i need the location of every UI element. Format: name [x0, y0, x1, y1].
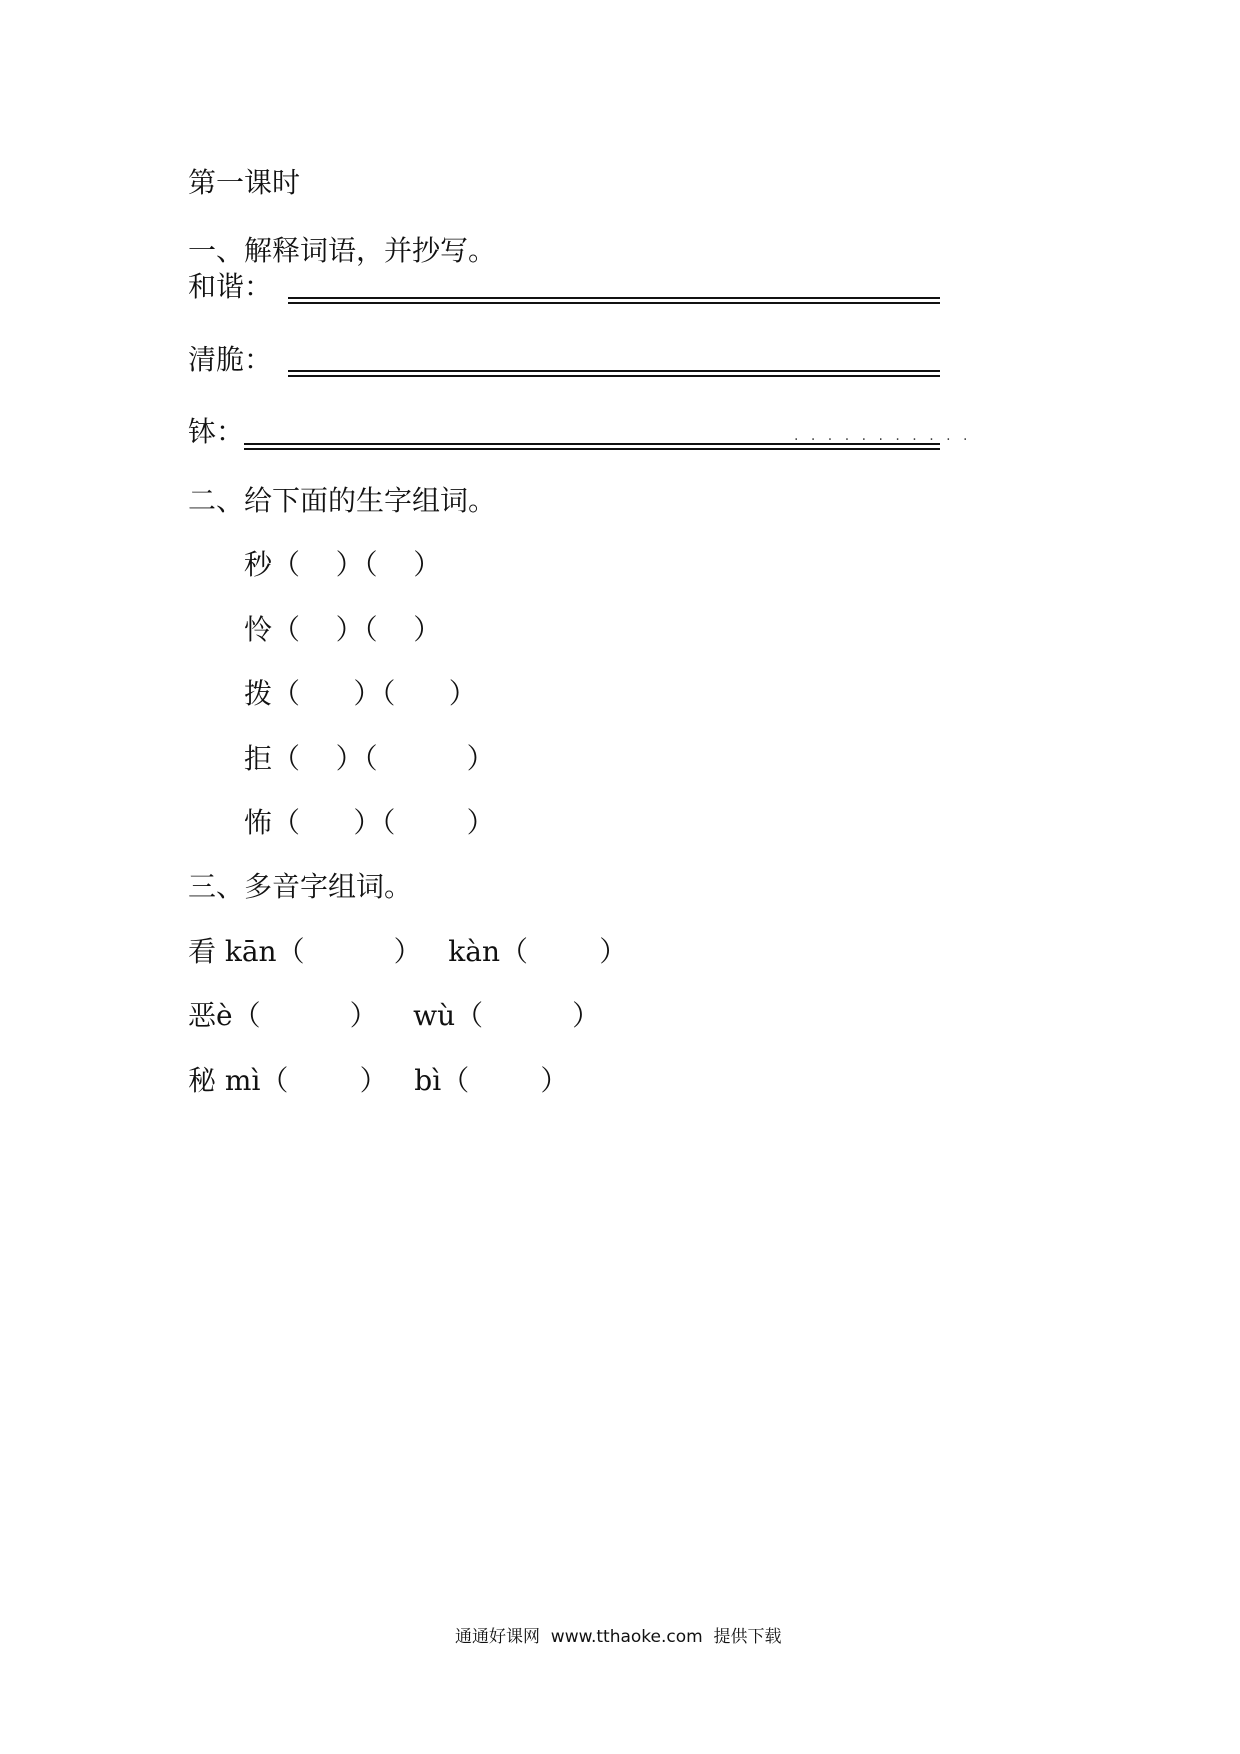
section-3-heading: 三、多音字组词。 — [188, 870, 413, 903]
word-group-item: 怖（ ）（ ） — [244, 806, 495, 839]
answer-line-hexie[interactable] — [288, 297, 940, 304]
polyphone-item-kan: 看 kān（ ） kàn（ ） — [188, 935, 628, 968]
lesson-title: 第一课时 — [188, 166, 301, 199]
word-group-item: 拒（ ）（ ） — [244, 742, 495, 775]
word-group-item: 拨（ ）（ ） — [244, 677, 477, 710]
word-group-item: 怜（ ）（ ） — [244, 613, 442, 646]
vocab-label-qingcui: 清脆： — [188, 343, 273, 376]
word-group-item: 秒（ ）（ ） — [244, 548, 442, 581]
section-2-heading: 二、给下面的生字组词。 — [188, 484, 497, 517]
vocab-label-bo: 钵： — [188, 415, 245, 448]
dotted-mark: . . . . . . . . . . . — [794, 428, 972, 444]
answer-line-bo[interactable] — [244, 443, 940, 450]
polyphone-item-e: 恶è（ ） wù（ ） — [188, 999, 601, 1032]
vocab-label-hexie: 和谐： — [188, 270, 273, 303]
answer-line-qingcui[interactable] — [288, 370, 940, 377]
section-1-heading: 一、解释词语，并抄写。 — [188, 234, 497, 267]
polyphone-item-mi: 秘 mì（ ） bì（ ） — [188, 1064, 569, 1097]
footer-source: 通通好课网 www.tthaoke.com 提供下载 — [455, 1627, 782, 1647]
